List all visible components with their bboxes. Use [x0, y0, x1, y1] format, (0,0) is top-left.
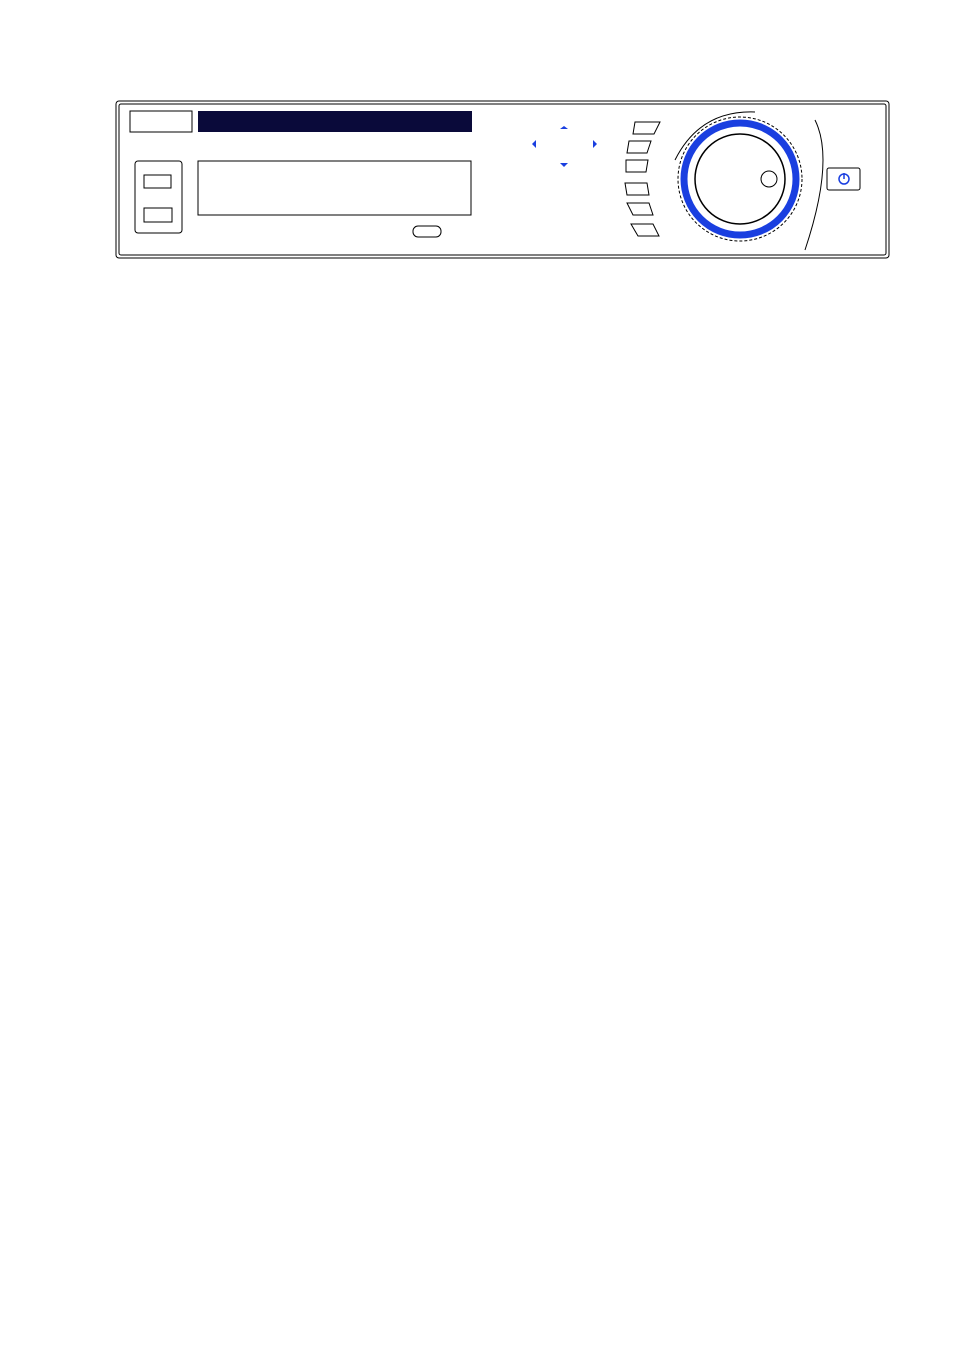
dvr-front-panel-figure [115, 100, 890, 260]
status-led-bar [198, 111, 472, 132]
